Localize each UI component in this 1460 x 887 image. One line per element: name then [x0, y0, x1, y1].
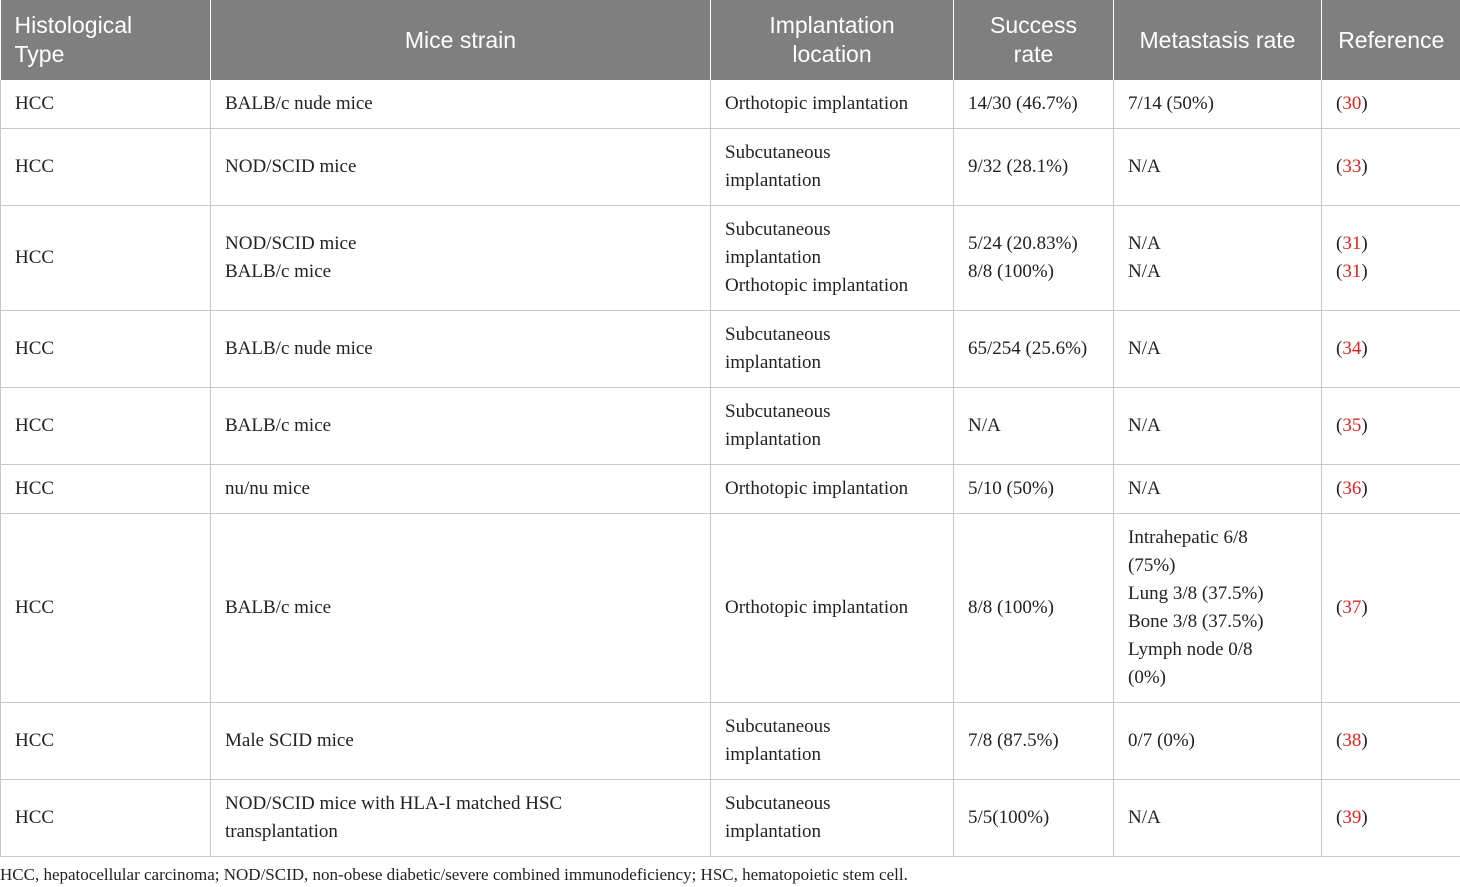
table-row — [1, 465, 1460, 514]
cell-metastasis-rate-line: N/A — [1128, 233, 1161, 254]
cell-implantation-location-line: Subcutaneous — [725, 324, 831, 345]
table-row — [1, 514, 1460, 703]
cell-metastasis-rate-line: 7/14 (50%) — [1128, 93, 1215, 114]
cell-implantation-location-line: Orthotopic implantation — [725, 93, 909, 114]
cell-success-rate — [954, 388, 1114, 465]
cell-success-rate-line: 8/8 (100%) — [968, 597, 1055, 618]
header-metastasis-rate: Metastasis rate — [1114, 0, 1322, 80]
cell-histological-type — [1, 206, 211, 311]
cell-implantation-location — [711, 206, 954, 311]
cell-metastasis-rate — [1114, 80, 1322, 129]
histological-type-text: HCC — [15, 597, 55, 618]
cell-implantation-location-line: Orthotopic implantation — [725, 275, 909, 296]
header-reference: Reference — [1322, 0, 1460, 80]
table-row — [1, 129, 1460, 206]
cell-implantation-location-line: Subcutaneous — [725, 793, 831, 814]
reference-citation[interactable]: (33) — [1336, 156, 1368, 177]
histological-type-text: HCC — [15, 478, 55, 499]
cell-metastasis-rate-line: Lung 3/8 (37.5%) — [1128, 583, 1264, 604]
cell-reference — [1322, 388, 1460, 465]
cell-metastasis-rate-line: Lymph node 0/8 — [1128, 639, 1253, 660]
cell-mice-strain-line: BALB/c mice — [225, 415, 332, 436]
reference-citation[interactable]: (36) — [1336, 478, 1368, 499]
cell-implantation-location-line: implantation — [725, 744, 822, 765]
cell-mice-strain-line: transplantation — [225, 821, 338, 842]
cell-mice-strain-line: NOD/SCID mice — [225, 156, 357, 177]
cell-success-rate — [954, 703, 1114, 780]
histological-type-text: HCC — [15, 415, 55, 436]
reference-number[interactable]: 35 — [1342, 415, 1362, 436]
cell-metastasis-rate-line: N/A — [1128, 807, 1161, 828]
cell-success-rate-line: 65/254 (25.6%) — [968, 338, 1088, 359]
histological-type-text: HCC — [15, 338, 55, 359]
table-row — [1, 703, 1460, 780]
cell-reference — [1322, 80, 1460, 129]
cell-metastasis-rate-line: (75%) — [1128, 555, 1176, 576]
cell-mice-strain — [211, 514, 711, 703]
reference-number[interactable]: 39 — [1342, 807, 1362, 828]
cell-success-rate-line: 14/30 (46.7%) — [968, 93, 1078, 114]
cell-implantation-location — [711, 388, 954, 465]
cell-implantation-location-line: Subcutaneous — [725, 142, 831, 163]
cell-metastasis-rate-line: N/A — [1128, 478, 1161, 499]
cell-mice-strain — [211, 388, 711, 465]
cell-success-rate — [954, 514, 1114, 703]
reference-number[interactable]: 31 — [1342, 233, 1362, 254]
reference-citation[interactable]: (39) — [1336, 807, 1368, 828]
cell-implantation-location — [711, 311, 954, 388]
cell-success-rate — [954, 780, 1114, 857]
cell-metastasis-rate-line: Bone 3/8 (37.5%) — [1128, 611, 1264, 632]
histological-type-text: HCC — [15, 247, 55, 268]
cell-reference — [1322, 311, 1460, 388]
cell-metastasis-rate — [1114, 388, 1322, 465]
cell-mice-strain — [211, 703, 711, 780]
cell-success-rate-line: 5/10 (50%) — [968, 478, 1055, 499]
cell-mice-strain-line: BALB/c nude mice — [225, 93, 373, 114]
cell-reference — [1322, 465, 1460, 514]
reference-number[interactable]: 33 — [1342, 156, 1362, 177]
reference-citation[interactable]: (31) — [1336, 233, 1368, 254]
cell-success-rate-line: 8/8 (100%) — [968, 261, 1055, 282]
cell-implantation-location-line: Orthotopic implantation — [725, 597, 909, 618]
cell-implantation-location-line: implantation — [725, 247, 822, 268]
histological-type-text: HCC — [15, 93, 55, 114]
cell-success-rate-line: 5/24 (20.83%) — [968, 233, 1078, 254]
cell-reference — [1322, 703, 1460, 780]
cell-implantation-location-line: implantation — [725, 429, 822, 450]
reference-number[interactable]: 31 — [1342, 261, 1362, 282]
cell-success-rate — [954, 311, 1114, 388]
table-row — [1, 80, 1460, 129]
cell-histological-type — [1, 311, 211, 388]
cell-mice-strain — [211, 80, 711, 129]
header-mice-strain: Mice strain — [211, 0, 711, 80]
cell-implantation-location-line: Subcutaneous — [725, 716, 831, 737]
cell-metastasis-rate — [1114, 311, 1322, 388]
cell-success-rate — [954, 206, 1114, 311]
reference-citation[interactable]: (31) — [1336, 261, 1368, 282]
cell-implantation-location — [711, 465, 954, 514]
reference-number[interactable]: 30 — [1342, 93, 1362, 114]
cell-mice-strain-line: NOD/SCID mice with HLA-I matched HSC — [225, 793, 563, 814]
cell-mice-strain-line: Male SCID mice — [225, 730, 354, 751]
reference-citation[interactable]: (37) — [1336, 597, 1368, 618]
cell-implantation-location — [711, 514, 954, 703]
cell-metastasis-rate-line: N/A — [1128, 415, 1161, 436]
cell-reference — [1322, 780, 1460, 857]
cell-implantation-location-line: implantation — [725, 821, 822, 842]
histological-type-text: HCC — [15, 807, 55, 828]
cell-metastasis-rate-line: N/A — [1128, 261, 1161, 282]
cell-mice-strain-line: BALB/c nude mice — [225, 338, 373, 359]
cell-success-rate-line: N/A — [968, 415, 1001, 436]
cell-mice-strain — [211, 780, 711, 857]
table-row — [1, 780, 1460, 857]
table-row — [1, 206, 1460, 311]
cell-histological-type — [1, 80, 211, 129]
cell-success-rate-line: 5/5(100%) — [968, 807, 1050, 828]
cell-metastasis-rate — [1114, 703, 1322, 780]
reference-number[interactable]: 34 — [1342, 338, 1362, 359]
reference-number[interactable]: 36 — [1342, 478, 1362, 499]
cell-histological-type — [1, 388, 211, 465]
cell-histological-type — [1, 514, 211, 703]
cell-histological-type — [1, 703, 211, 780]
cell-metastasis-rate-line: N/A — [1128, 338, 1161, 359]
header-implantation-location: Implantation location — [711, 0, 954, 80]
cell-mice-strain-line: nu/nu mice — [225, 478, 310, 499]
table-body — [1, 80, 1460, 857]
cell-success-rate — [954, 80, 1114, 129]
table-row — [1, 311, 1460, 388]
cell-mice-strain — [211, 206, 711, 311]
cell-metastasis-rate — [1114, 206, 1322, 311]
cell-reference — [1322, 206, 1460, 311]
histological-type-text: HCC — [15, 730, 55, 751]
cell-reference — [1322, 129, 1460, 206]
cell-metastasis-rate-line: Intrahepatic 6/8 — [1128, 527, 1248, 548]
cell-mice-strain-line: BALB/c mice — [225, 261, 332, 282]
reference-citation[interactable]: (34) — [1336, 338, 1368, 359]
table-row — [1, 388, 1460, 465]
cell-metastasis-rate — [1114, 129, 1322, 206]
cell-histological-type — [1, 129, 211, 206]
table-footnote: HCC, hepatocellular carcinoma; NOD/SCID, non-obese diabetic/severe combined immunodeficiency; HSC, hematopoietic stem cell. — [0, 865, 908, 884]
cell-mice-strain — [211, 311, 711, 388]
cell-metastasis-rate-line: (0%) — [1128, 667, 1166, 688]
header-success-rate: Success rate — [954, 0, 1114, 80]
cell-mice-strain-line: BALB/c mice — [225, 597, 332, 618]
cell-implantation-location-line: Orthotopic implantation — [725, 478, 909, 499]
cell-metastasis-rate — [1114, 780, 1322, 857]
cell-implantation-location — [711, 129, 954, 206]
cell-mice-strain — [211, 465, 711, 514]
cell-success-rate — [954, 465, 1114, 514]
cell-mice-strain — [211, 129, 711, 206]
reference-number[interactable]: 38 — [1342, 730, 1362, 751]
cell-implantation-location-line: implantation — [725, 352, 822, 373]
cell-implantation-location — [711, 780, 954, 857]
cell-metastasis-rate-line: 0/7 (0%) — [1128, 730, 1196, 751]
cell-metastasis-rate-line: N/A — [1128, 156, 1161, 177]
cell-histological-type — [1, 780, 211, 857]
cell-histological-type — [1, 465, 211, 514]
cell-implantation-location-line: Subcutaneous — [725, 401, 831, 422]
cell-success-rate — [954, 129, 1114, 206]
cell-success-rate-line: 7/8 (87.5%) — [968, 730, 1059, 751]
header-row — [1, 0, 1460, 80]
histological-type-text: HCC — [15, 156, 55, 177]
header-histological-type: Histological Type — [1, 0, 211, 80]
cell-mice-strain-line: NOD/SCID mice — [225, 233, 357, 254]
reference-number[interactable]: 37 — [1342, 597, 1362, 618]
cell-implantation-location — [711, 80, 954, 129]
cell-metastasis-rate — [1114, 465, 1322, 514]
cell-metastasis-rate — [1114, 514, 1322, 703]
reference-citation[interactable]: (35) — [1336, 415, 1368, 436]
cell-success-rate-line: 9/32 (28.1%) — [968, 156, 1069, 177]
cell-reference — [1322, 514, 1460, 703]
reference-citation[interactable]: (38) — [1336, 730, 1368, 751]
cell-implantation-location-line: implantation — [725, 170, 822, 191]
cell-implantation-location — [711, 703, 954, 780]
reference-citation[interactable]: (30) — [1336, 93, 1368, 114]
cell-implantation-location-line: Subcutaneous — [725, 219, 831, 240]
